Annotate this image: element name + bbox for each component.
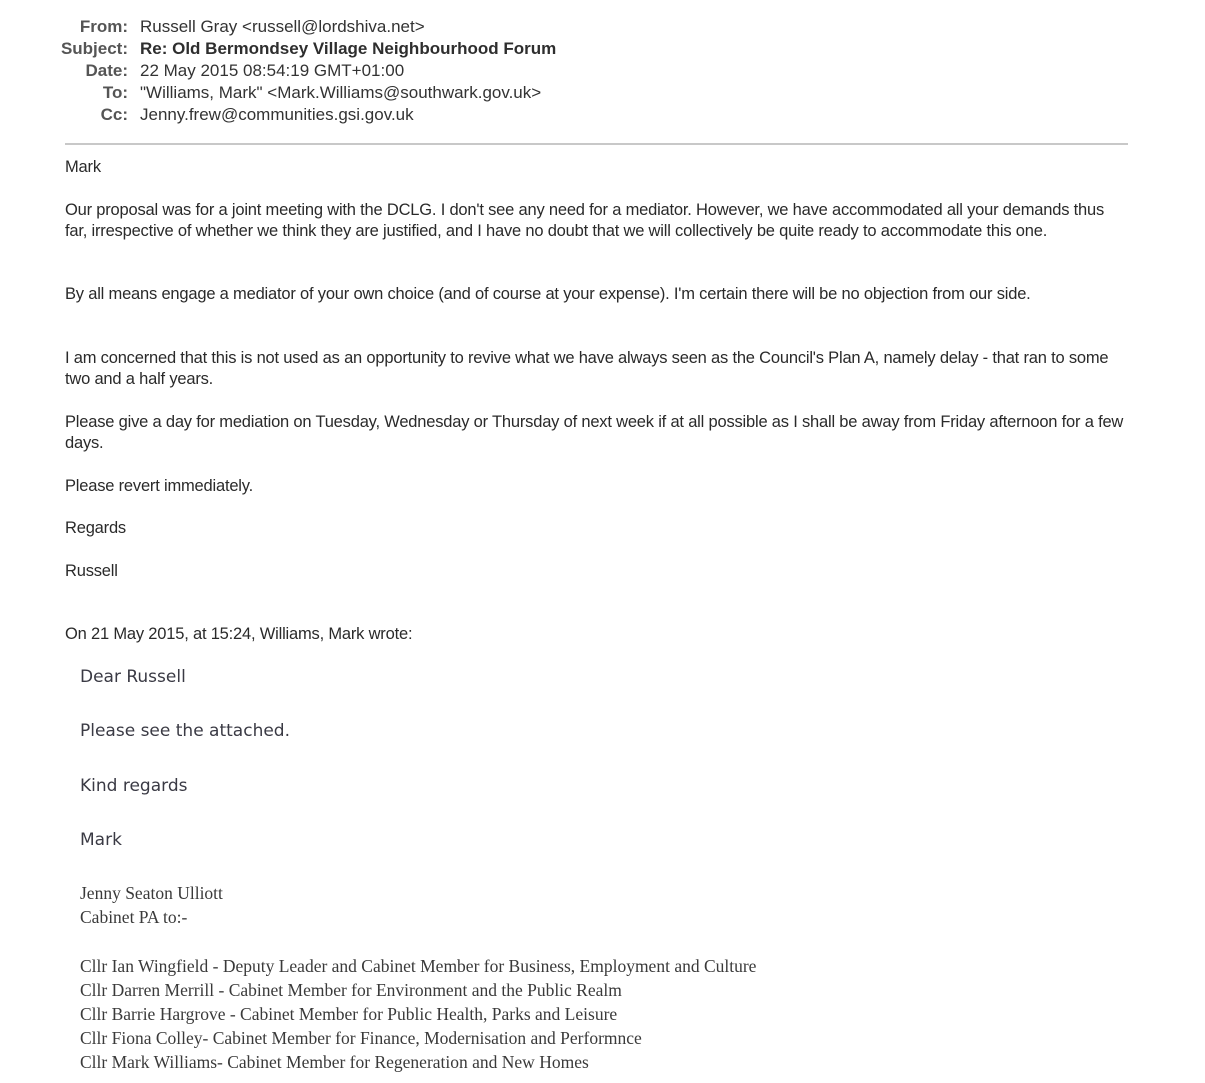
cc-value: Jenny.frew@communities.gsi.gov.uk — [140, 105, 414, 124]
cabinet-member-4: Cllr Fiona Colley- Cabinet Member for Finance, Modernisation and Performnce — [80, 1028, 642, 1048]
message-paragraph-4: Please give a day for mediation on Tuesday, Wednesday or Thursday of next week if at all possible as I shall be away from Friday afternoon for a few days. — [65, 413, 1124, 452]
to-label: To: — [102, 83, 128, 102]
date-row — [0, 60, 700, 82]
subject-label: Subject: — [60, 39, 128, 58]
subject-value: Re: Old Bermondsey Village Neighbourhood Forum — [140, 39, 557, 58]
email-header — [0, 16, 700, 126]
message-greeting: Mark — [65, 158, 101, 176]
header-divider — [65, 143, 1128, 145]
from-label: From: — [79, 17, 128, 36]
to-row — [0, 82, 700, 104]
cc-row — [0, 104, 700, 126]
date-label: Date: — [85, 61, 128, 80]
from-row — [0, 16, 700, 38]
to-value: "Williams, Mark" <Mark.Williams@southwark.gov.uk> — [140, 83, 542, 102]
signature-name: Jenny Seaton Ulliott — [80, 883, 223, 903]
quoted-closing: Kind regards — [80, 776, 188, 796]
cabinet-member-3: Cllr Barrie Hargrove - Cabinet Member for Public Health, Parks and Leisure — [80, 1004, 618, 1024]
message-signature: Russell — [65, 562, 118, 580]
signature-role: Cabinet PA to:- — [80, 907, 188, 927]
quoted-body: Please see the attached. — [80, 721, 290, 741]
quoted-greeting: Dear Russell — [80, 667, 186, 687]
message-paragraph-2: By all means engage a mediator of your own choice (and of course at your expense). I'm certain there will be no objection from our side. — [65, 285, 1031, 303]
from-value: Russell Gray <russell@lordshiva.net> — [140, 17, 425, 36]
message-paragraph-3: I am concerned that this is not used as an opportunity to revive what we have always seen as the Council's Plan A, namely delay - that ran to some two and a half years. — [65, 349, 1109, 388]
cabinet-member-2: Cllr Darren Merrill - Cabinet Member for Environment and the Public Realm — [80, 980, 622, 1000]
date-value: 22 May 2015 08:54:19 GMT+01:00 — [140, 61, 405, 80]
quote-attribution: On 21 May 2015, at 15:24, Williams, Mark wrote: — [65, 625, 413, 643]
message-paragraph-5: Please revert immediately. — [65, 477, 253, 495]
message-paragraph-1: Our proposal was for a joint meeting with the DCLG. I don't see any need for a mediator. However, we have accommodated all your demands thus far, irrespective of whether we think they are justified, and I have no doubt that we will collectively be quite ready to accommodate this one. — [65, 201, 1105, 240]
cabinet-member-1: Cllr Ian Wingfield - Deputy Leader and Cabinet Member for Business, Employment and Culture — [80, 956, 757, 976]
subject-row — [0, 38, 700, 60]
cc-label: Cc: — [100, 105, 128, 124]
quoted-signature: Mark — [80, 830, 122, 850]
message-closing: Regards — [65, 519, 126, 537]
cabinet-member-5: Cllr Mark Williams- Cabinet Member for Regeneration and New Homes — [80, 1052, 589, 1072]
